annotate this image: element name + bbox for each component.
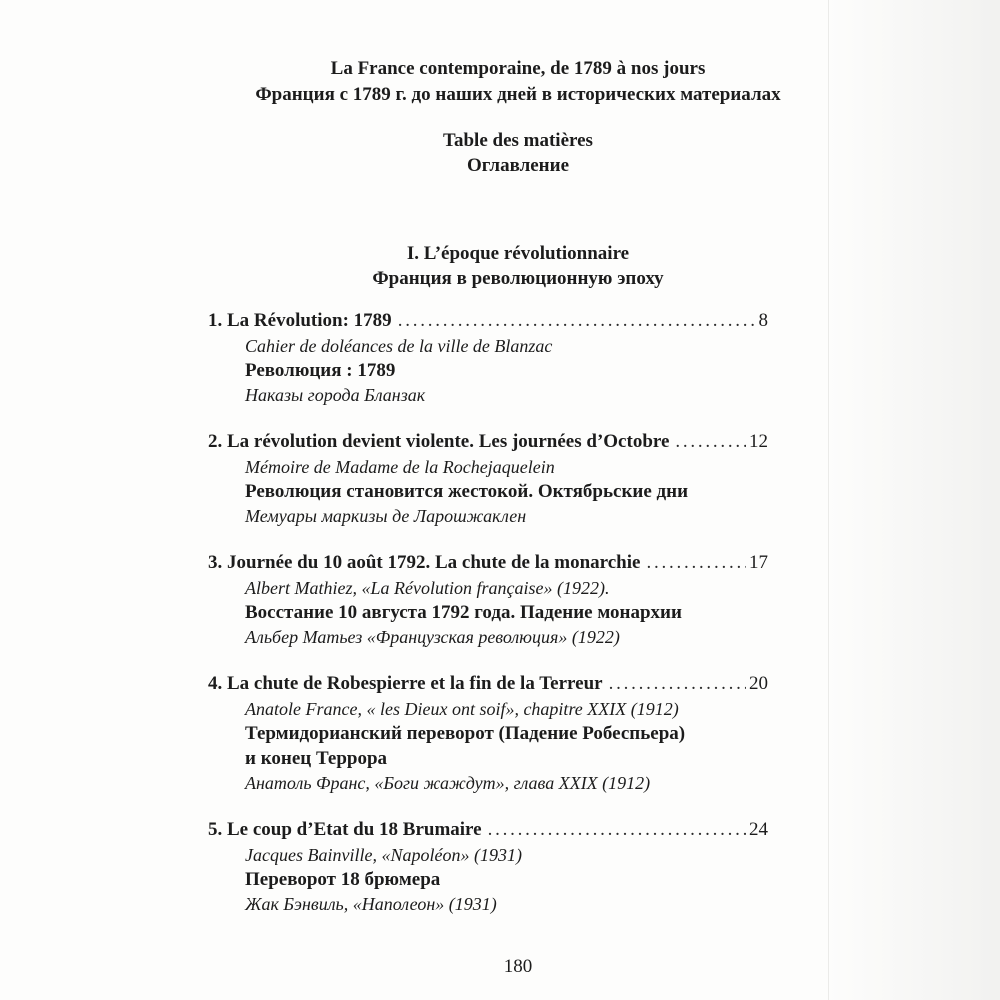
dot-leader	[675, 431, 746, 453]
page-number: 180	[503, 956, 533, 977]
toc-entry-page: 8	[758, 310, 768, 331]
toc-entry-page: 24	[749, 819, 768, 840]
toc-entry-page: 20	[749, 673, 768, 694]
toc-entry-page: 17	[749, 552, 768, 573]
toc-entry-page: 12	[749, 431, 768, 452]
toc-entry-source-ru: Мемуары маркизы де Ларошжаклен	[245, 506, 527, 526]
toc-entry-title: 2. La révolution devient violente. Les journées d’Octobre	[208, 431, 670, 452]
dot-leader	[398, 310, 756, 332]
toc-entry-4[interactable]	[208, 673, 768, 697]
toc-entry-title: 5. Le coup d’Etat du 18 Brumaire	[208, 819, 482, 840]
toc-entry-title-ru: Революция : 1789	[245, 360, 396, 381]
toc-entry-5[interactable]	[208, 819, 768, 843]
toc-entry-source-ru: Альбер Матьез «Французская революция» (1922)	[245, 627, 620, 647]
toc-entry-title-ru: Переворот 18 брюмера	[245, 869, 441, 890]
book-title-ru: Франция с 1789 г. до наших дней в исторических материалах	[255, 84, 781, 105]
toc-entry-title-ru-cont: и конец Террора	[245, 748, 388, 769]
dot-leader	[609, 673, 746, 695]
part-title-fr: I. L’époque révolutionnaire	[406, 243, 630, 264]
toc-entry-title-ru: Термидорианский переворот (Падение Робеспьера)	[245, 723, 686, 744]
toc-entry-3[interactable]	[208, 552, 768, 576]
toc-entry-source-fr: Jacques Bainville, «Napoléon» (1931)	[245, 845, 522, 865]
toc-entry-source-fr: Anatole France, « les Dieux ont soif», chapitre XXIX (1912)	[245, 699, 679, 719]
toc-entry-title: 4. La chute de Robespierre et la fin de la Terreur	[208, 673, 603, 694]
toc-entry-1[interactable]	[208, 310, 768, 334]
toc-heading-ru: Оглавление	[466, 155, 570, 176]
toc-entry-source-ru: Анатоль Франс, «Боги жаждут», глава XXIX (1912)	[245, 773, 651, 793]
toc-entry-title: 1. La Révolution: 1789	[208, 310, 392, 331]
toc-entry-2[interactable]	[208, 431, 768, 455]
part-title-ru: Франция в революционную эпоху	[372, 268, 664, 289]
dot-leader	[488, 819, 746, 841]
toc-entry-source-fr: Albert Mathiez, «La Révolution française» (1922).	[245, 578, 610, 598]
toc-entry-title-ru: Восстание 10 августа 1792 года. Падение монархии	[245, 602, 682, 623]
toc-heading-fr: Table des matières	[443, 130, 593, 151]
book-title-fr: La France contemporaine, de 1789 à nos jours	[330, 58, 706, 79]
toc-entry-source-ru: Наказы города Бланзак	[245, 385, 426, 405]
toc-entry-source-fr: Cahier de doléances de la ville de Blanzac	[245, 336, 553, 356]
toc-entry-source-ru: Жак Бэнвиль, «Наполеон» (1931)	[245, 894, 497, 914]
toc-entry-title-ru: Революция становится жестокой. Октябрьские дни	[245, 481, 689, 502]
toc-entry-source-fr: Mémoire de Madame de la Rochejaquelein	[245, 457, 555, 477]
toc-entry-title: 3. Journée du 10 août 1792. La chute de la monarchie	[208, 552, 641, 573]
dot-leader	[646, 552, 746, 574]
